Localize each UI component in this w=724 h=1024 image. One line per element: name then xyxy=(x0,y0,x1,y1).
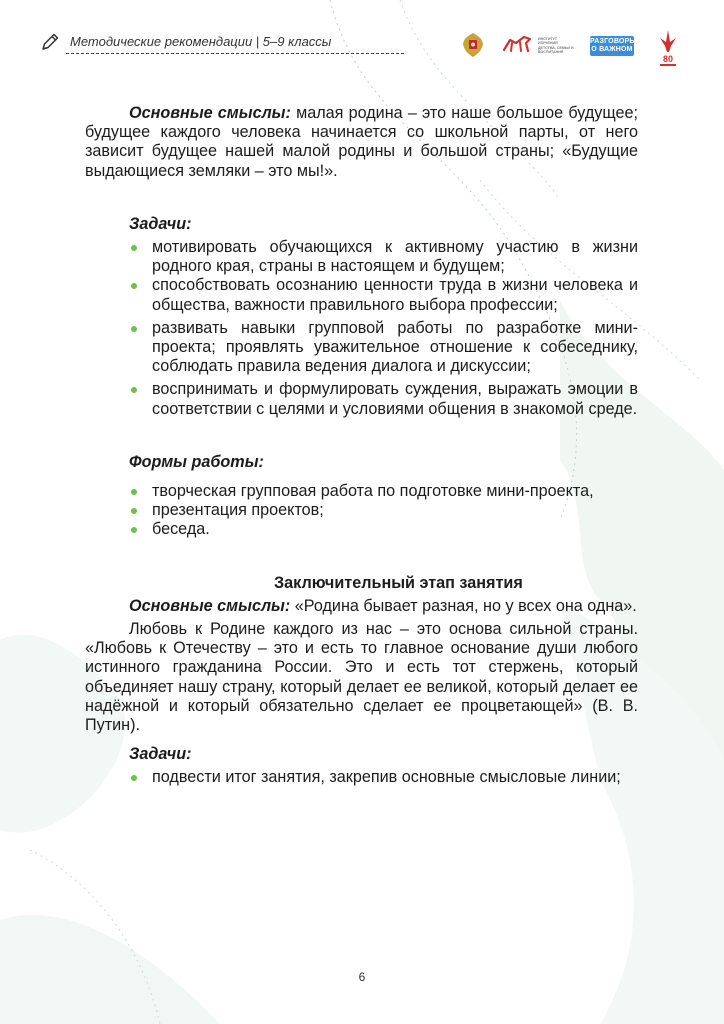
page-header xyxy=(40,28,690,68)
forms-list xyxy=(85,482,638,540)
razgovory-badge xyxy=(590,36,637,56)
tasks-heading: Задачи: xyxy=(129,214,192,233)
tasks-heading-2: Задачи: xyxy=(129,745,192,764)
meaning-paragraph-1 xyxy=(85,104,638,181)
pencil-icon xyxy=(40,32,60,52)
tasks-list xyxy=(85,238,638,419)
badge-line-2: О ВАЖНОМ xyxy=(591,46,633,53)
meaning-text: «Родина бывает разная, но у всех она одна». xyxy=(290,596,637,615)
bullet-dot xyxy=(131,489,137,495)
bullet-dot xyxy=(131,387,137,393)
list-item: творческая групповая работа по подготовке мини-проекта, xyxy=(85,482,638,501)
list-item: развивать навыки групповой работы по разработке мини-проекта; проявлять уважительное отношение к собеседнику, соблюдать правила ведения диалога и дискуссии; xyxy=(85,319,638,377)
meaning-paragraph-2 xyxy=(85,597,638,616)
header-title: Методические рекомендации | 5–9 классы xyxy=(70,34,332,49)
list-item: беседа. xyxy=(85,520,638,539)
badge-line-1: РАЗГОВОРЫ xyxy=(590,38,637,45)
document-body xyxy=(85,104,638,788)
ministry-emblem-icon xyxy=(458,30,488,60)
bullet-dot xyxy=(131,775,137,781)
list-item: воспринимать и формулировать суждения, выражать эмоции в соответствии с целями и условиями общения в знакомой среде. xyxy=(85,380,638,418)
list-item: презентация проектов; xyxy=(85,501,638,520)
bullet-dot xyxy=(131,527,137,533)
final-tasks-list xyxy=(85,768,638,787)
svg-text:80: 80 xyxy=(662,54,674,64)
forms-heading: Формы работы: xyxy=(129,452,264,471)
bullet-dot xyxy=(131,326,137,332)
list-item: способствовать осознанию ценности труда в жизни человека и общества, важности правильного выбора профессии; xyxy=(85,276,638,314)
meaning-text: малая родина – это наше большое будущее; будущее каждого человека начинается со школьной парты, от него зависит будущее нашей малой родины и большой страны; «Будущие выдающиеся земляки – это мы!». xyxy=(85,104,638,180)
section-title: Заключительный этап занятия xyxy=(274,573,523,592)
header-divider xyxy=(66,53,404,54)
list-item: подвести итог занятия, закрепив основные смысловые линии; xyxy=(85,768,638,787)
page-number: 6 xyxy=(358,970,366,984)
bullet-dot xyxy=(131,245,137,251)
meaning-label: Основные смыслы: xyxy=(129,596,291,615)
quote-paragraph: Любовь к Родине каждого из нас – это основа сильной страны. «Любовь к Отечеству – это и есть то главное основание души любого истинного гражданина России. Это и есть тот стержень, который объединяет нашу страну, который делает ее великой, который делает ее надёжной и который обязательно сделает ее процветающей» (В. В. Путин). xyxy=(85,620,638,735)
institute-logo-text: ИНСТИТУТ ИЗУЧЕНИЯ ДЕТСТВА, СЕМЬИ И ВОСПИТАНИЯ xyxy=(538,37,574,55)
victory-80-logo-icon xyxy=(656,28,680,68)
bullet-dot xyxy=(131,283,137,289)
horse-logo-icon xyxy=(502,34,532,54)
list-item: мотивировать обучающихся к активному участию в жизни родного края, страны в настоящем и будущем; xyxy=(85,238,638,276)
meaning-label: Основные смыслы: xyxy=(129,104,291,122)
bullet-dot xyxy=(131,508,137,514)
